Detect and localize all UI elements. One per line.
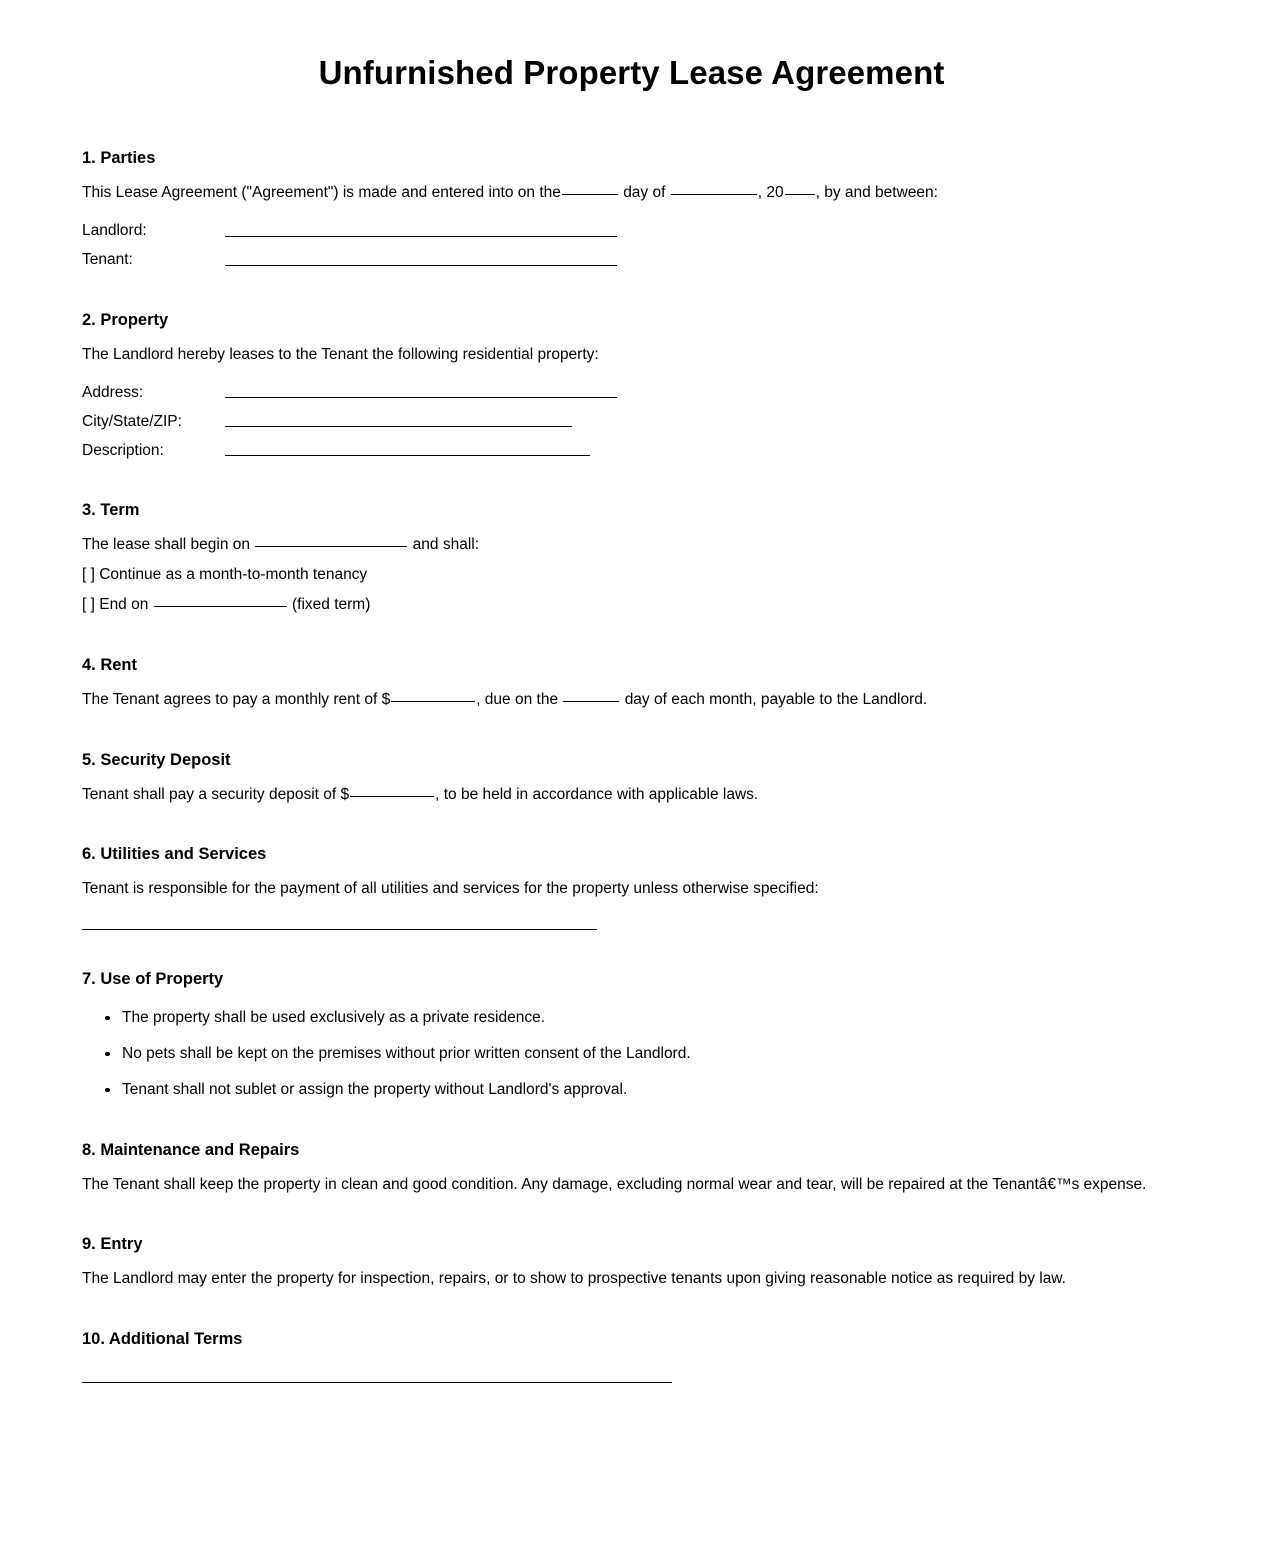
parties-intro-text-b: day of (623, 183, 666, 201)
landlord-input-rule[interactable] (225, 236, 617, 237)
section-heading-entry: 9. Entry (82, 1235, 143, 1254)
maintenance-paragraph: The Tenant shall keep the property in clean and good condition. Any damage, excluding normal wear and tear, will be repaired at the Tenantâ€™s expense. (82, 1175, 1147, 1193)
spacer (82, 556, 1181, 565)
property-intro-paragraph: The Landlord hereby leases to the Tenant the following residential property: (82, 345, 599, 363)
spacer (82, 271, 1181, 311)
parties-month-blank[interactable] (671, 194, 757, 195)
section-heading-rent: 4. Rent (82, 656, 138, 674)
list-item-label: The property shall be used exclusively as a private residence. (122, 1008, 546, 1026)
description-input-rule[interactable] (225, 455, 590, 456)
tenant-input-rule[interactable] (225, 265, 617, 266)
parties-intro-paragraph (82, 183, 1181, 204)
security-deposit-amount-blank[interactable] (350, 796, 434, 797)
utilities-paragraph: Tenant is responsible for the payment of all utilities and services for the property unless otherwise specified: (82, 880, 819, 898)
term-begin-date-blank[interactable] (255, 546, 407, 547)
city-state-zip-input-rule[interactable] (225, 426, 572, 427)
spacer (82, 900, 1181, 929)
section-entry (82, 1235, 1181, 1290)
entry-paragraph: The Landlord may enter the property for inspection, repairs, or to show to prospective tenants upon giving reasonable notice as required by law. (82, 1270, 1066, 1288)
rent-text-a: The Tenant agrees to pay a monthly rent of $ (82, 690, 391, 708)
field-row-description (82, 432, 1181, 461)
rent-paragraph (82, 690, 1181, 711)
spacer (82, 365, 1181, 374)
section-parties (82, 149, 1181, 271)
section-security-deposit (82, 751, 1181, 806)
landlord-label: Landlord: (82, 221, 147, 239)
term-begin-prefix: The lease shall begin on (82, 536, 251, 554)
parties-intro-text-a: This Lease Agreement ("Agreement") is made and entered into on the (82, 183, 561, 201)
section-heading-utilities: 6. Utilities and Services (82, 845, 267, 864)
spacer (82, 169, 1181, 183)
term-begin-suffix: and shall: (412, 536, 480, 554)
parties-intro-text-c: , 20 (757, 183, 784, 201)
spacer (82, 1290, 1181, 1330)
address-input-rule[interactable] (225, 397, 617, 398)
spacer (82, 930, 1181, 970)
section-heading-security-deposit: 5. Security Deposit (82, 750, 231, 769)
spacer (82, 990, 1181, 1008)
section-use-of-property (82, 970, 1181, 1101)
description-label: Description: (82, 441, 164, 459)
spacer (82, 805, 1181, 845)
field-row-landlord (82, 213, 1181, 242)
section-additional-terms (82, 1330, 1181, 1383)
spacer (82, 461, 1181, 501)
field-row-city-state-zip (82, 403, 1181, 432)
spacer (82, 711, 1181, 751)
list-item (82, 1080, 1181, 1101)
term-begin-paragraph (82, 535, 1181, 556)
section-property (82, 311, 1181, 462)
parties-year-blank[interactable] (785, 194, 815, 195)
term-end-date-blank[interactable] (154, 606, 287, 607)
spacer (82, 1350, 1181, 1382)
spacer (82, 521, 1181, 535)
bullet-icon (105, 1052, 110, 1057)
parties-intro-text-d: , by and between: (815, 183, 938, 201)
list-item-label: No pets shall be kept on the premises without prior written consent of the Landlord. (122, 1044, 691, 1062)
spacer (82, 676, 1181, 690)
spacer (82, 771, 1181, 785)
rent-text-c: day of each month, payable to the Landlord. (624, 690, 928, 708)
term-option-fixed[interactable] (82, 595, 1181, 616)
bullet-icon (105, 1088, 110, 1093)
list-item (82, 1044, 1181, 1065)
section-maintenance (82, 1141, 1181, 1196)
security-deposit-text-a: Tenant shall pay a security deposit of $ (82, 785, 350, 803)
section-rent (82, 656, 1181, 711)
term-option-month-to-month[interactable]: [ ] Continue as a month-to-month tenancy (82, 566, 368, 584)
section-heading-additional-terms: 10. Additional Terms (82, 1330, 243, 1349)
section-heading-property: 2. Property (82, 310, 169, 329)
section-heading-term: 3. Term (82, 501, 140, 520)
section-heading-parties: 1. Parties (82, 149, 156, 167)
spacer (82, 1101, 1181, 1141)
spacer (82, 92, 1181, 149)
use-of-property-list (82, 1008, 1181, 1101)
field-row-address (82, 374, 1181, 403)
spacer (82, 586, 1181, 595)
list-item-label: Tenant shall not sublet or assign the property without Landlord's approval. (122, 1080, 628, 1098)
rent-amount-blank[interactable] (391, 701, 475, 702)
spacer (82, 1255, 1181, 1269)
section-heading-use-of-property: 7. Use of Property (82, 970, 224, 989)
field-row-tenant (82, 242, 1181, 271)
page-title: Unfurnished Property Lease Agreement (318, 54, 945, 91)
spacer (82, 616, 1181, 656)
security-deposit-paragraph (82, 785, 1181, 806)
address-label: Address: (82, 383, 144, 401)
security-deposit-text-b: , to be held in accordance with applicable laws. (435, 785, 759, 803)
additional-terms-input-rule[interactable] (82, 1382, 672, 1383)
list-item (82, 1008, 1181, 1029)
section-heading-maintenance: 8. Maintenance and Repairs (82, 1140, 300, 1159)
term-end-prefix: [ ] End on (82, 596, 149, 614)
rent-due-day-blank[interactable] (563, 701, 619, 702)
tenant-label: Tenant: (82, 250, 133, 268)
bullet-icon (105, 1016, 110, 1021)
spacer (82, 1195, 1181, 1235)
section-term (82, 501, 1181, 616)
section-utilities (82, 845, 1181, 930)
city-state-zip-label: City/State/ZIP: (82, 412, 182, 430)
spacer (82, 204, 1181, 213)
spacer (82, 1161, 1181, 1175)
spacer (82, 331, 1181, 345)
spacer (82, 865, 1181, 879)
parties-day-blank[interactable] (562, 194, 618, 195)
document-body (0, 92, 1263, 1383)
rent-text-b: , due on the (476, 690, 559, 708)
term-end-suffix: (fixed term) (291, 596, 371, 614)
